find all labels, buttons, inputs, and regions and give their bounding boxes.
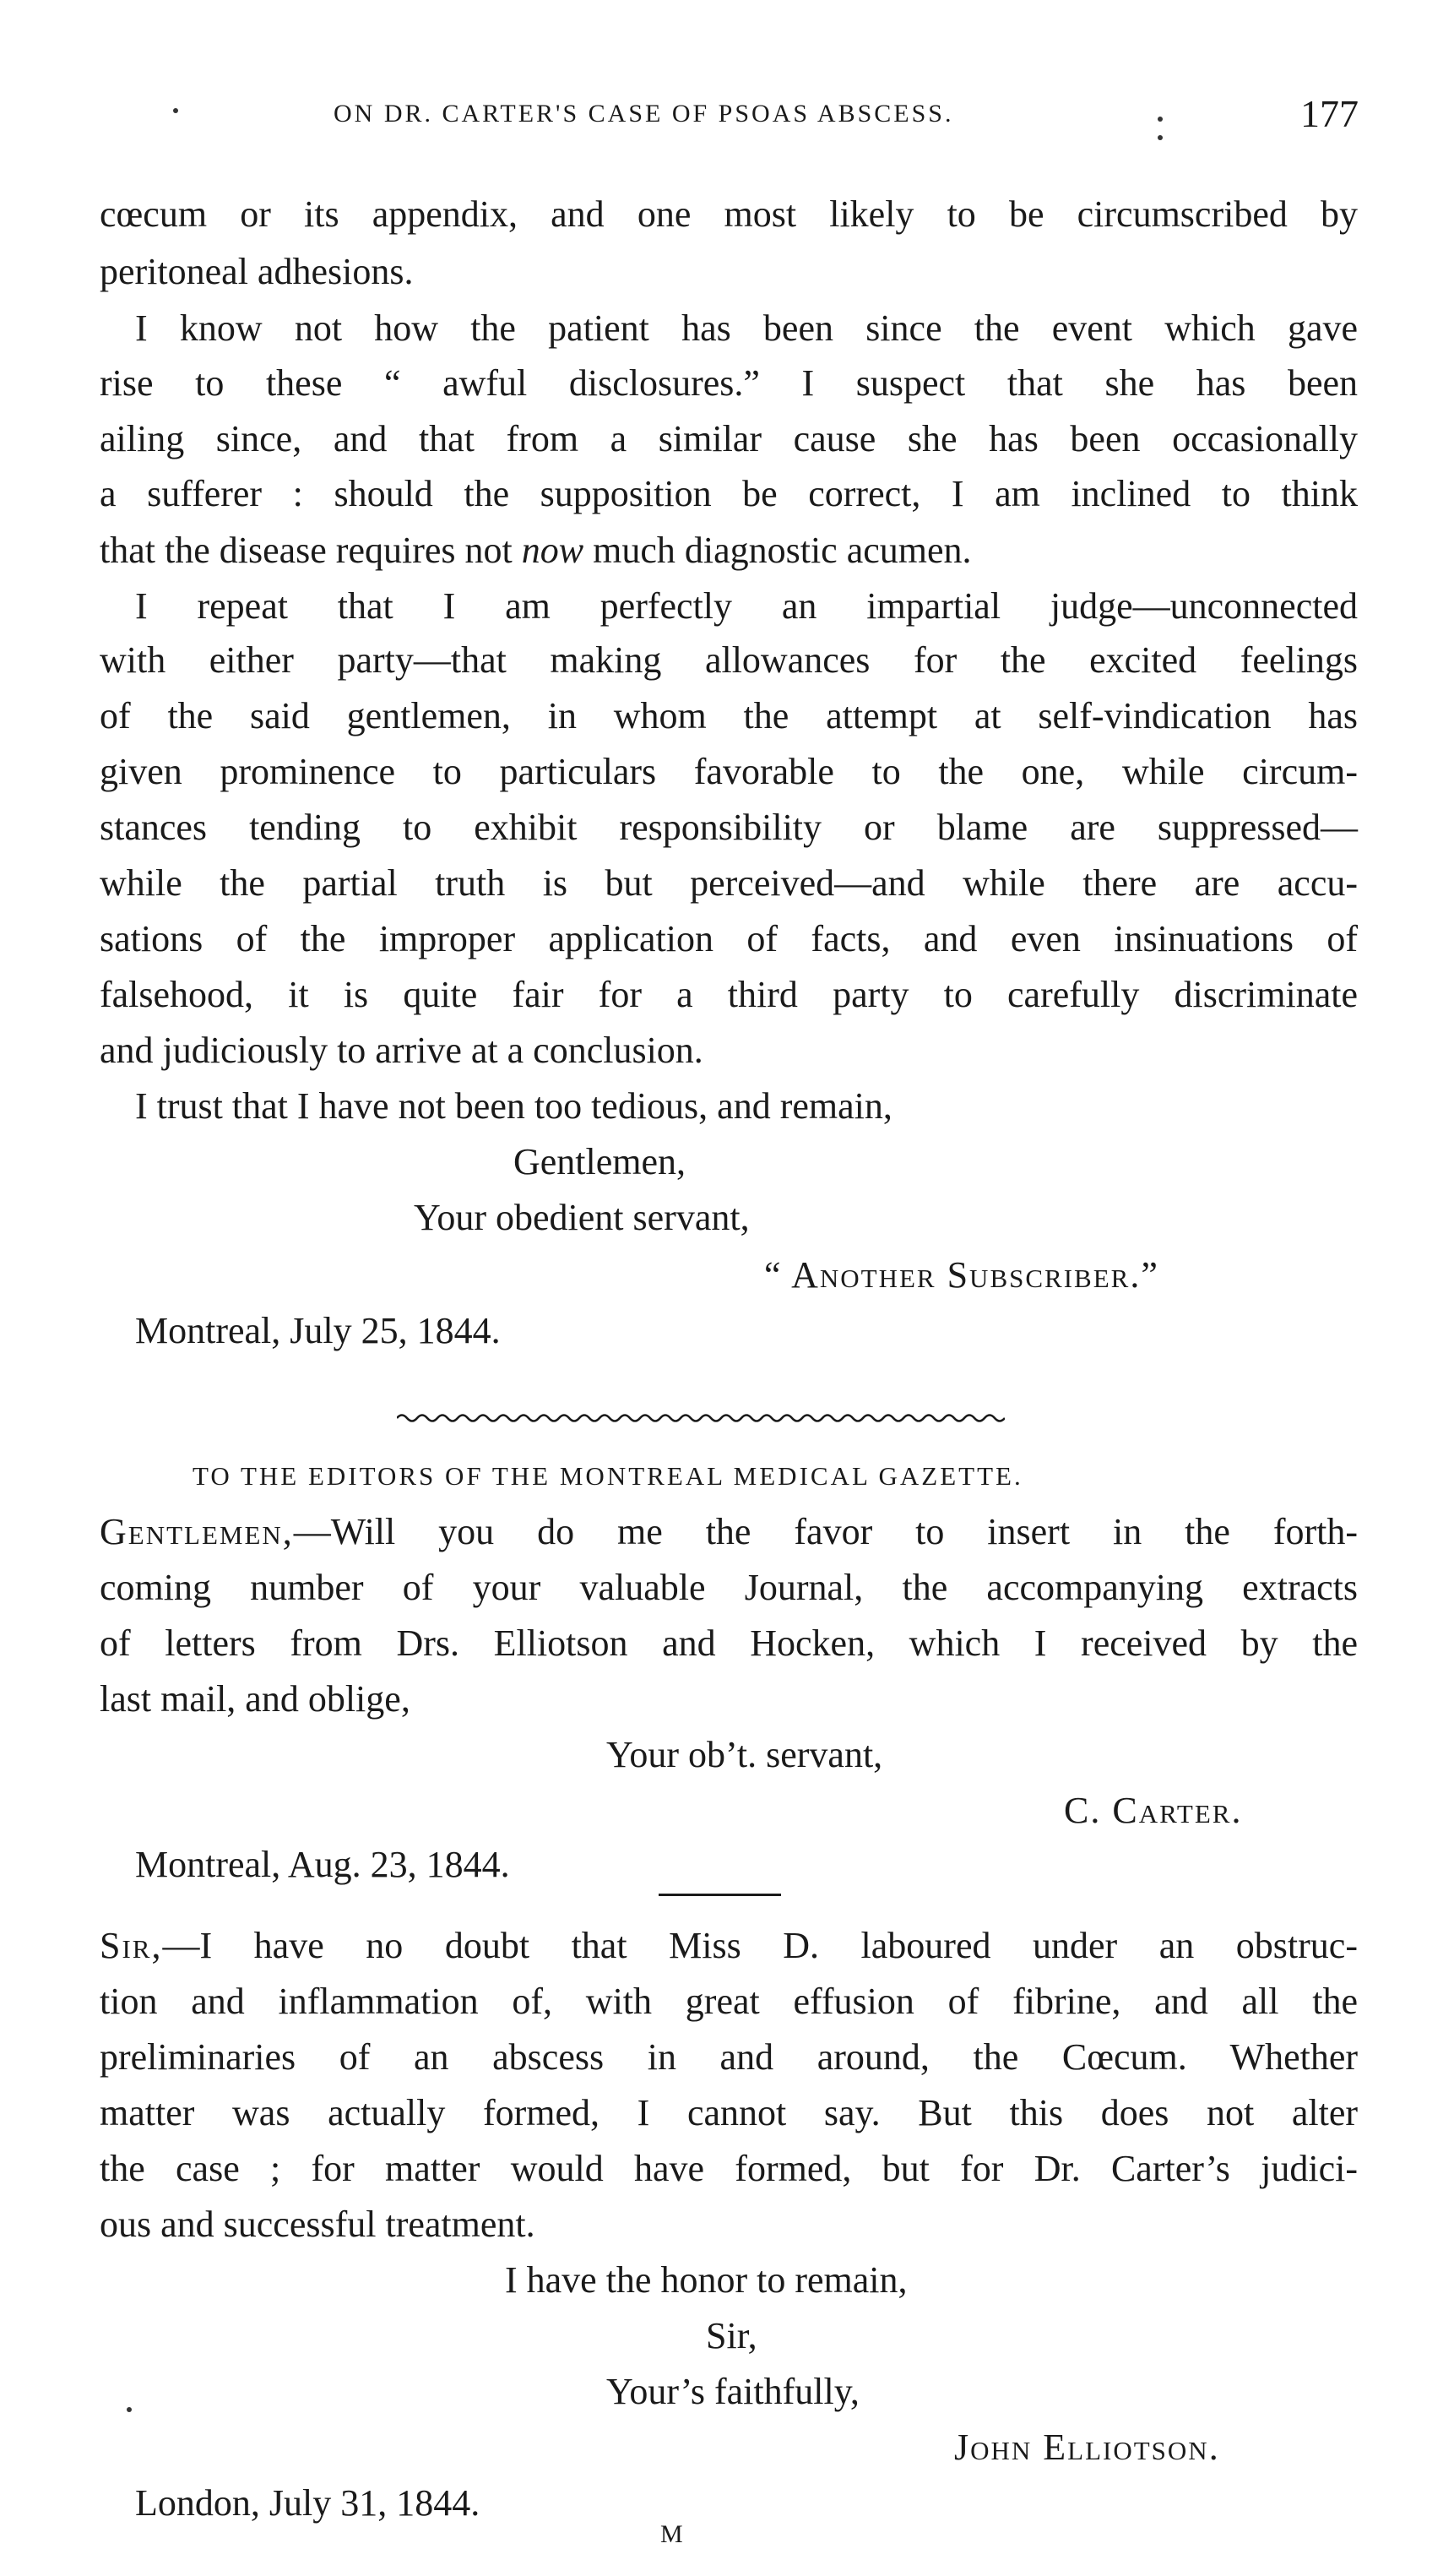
text-line: ailing since, and that from a similar cause she has been occasionally xyxy=(100,418,1358,459)
text-line: rise to these “ awful disclosures.” I suspect that she has been xyxy=(100,362,1358,404)
text-line: cœcum or its appendix, and one most likely to be circumscribed by xyxy=(100,193,1358,235)
print-speck xyxy=(1158,135,1163,140)
text-line: stances tending to exhibit responsibility or blame are suppressed— xyxy=(100,807,1358,848)
short-rule-separator xyxy=(659,1894,781,1896)
text-line xyxy=(100,524,972,578)
text-line: last mail, and oblige, xyxy=(100,1678,410,1720)
closing-line: Your obedient servant, xyxy=(414,1197,750,1238)
text-line: matter was actually formed, I cannot say. But this does not alter xyxy=(100,2092,1358,2133)
text-line: tion and inflammation of, with great effusion of fibrine, and all the xyxy=(100,1981,1358,2022)
dateline: Montreal, July 25, 1844. xyxy=(135,1310,501,1351)
text-line: falsehood, it is quite fair for a third party to carefully discriminate xyxy=(100,974,1358,1015)
print-speck xyxy=(127,2407,132,2412)
emphasis-text: now xyxy=(521,530,584,571)
text-line: ous and successful treatment. xyxy=(100,2204,535,2245)
signature: “ Another Subscriber.” xyxy=(764,1254,1159,1296)
signature: C. Carter. xyxy=(1064,1790,1243,1831)
text-line: peritoneal adhesions. xyxy=(100,251,414,292)
salutation: Sir, xyxy=(100,1925,163,1966)
text-line: while the partial truth is but perceived—and while there are accu- xyxy=(100,862,1358,904)
text-line: given prominence to particulars favorable to the one, while circum- xyxy=(100,751,1358,792)
signature: John Elliotson. xyxy=(954,2427,1220,2468)
text-line: of the said gentlemen, in whom the attempt at self-vindication has xyxy=(100,695,1358,736)
text-segment: —Will you do me the favor to insert in the forth- xyxy=(293,1511,1358,1552)
text-segment: —I have no doubt that Miss D. laboured under an obstruc- xyxy=(162,1925,1358,1966)
dateline: Montreal, Aug. 23, 1844. xyxy=(135,1844,510,1885)
text-line: sations of the improper application of facts, and even insinuations of xyxy=(100,918,1358,959)
running-header: ON DR. CARTER'S CASE OF PSOAS ABSCESS. xyxy=(334,100,954,128)
text-line: a sufferer : should the supposition be correct, I am inclined to think xyxy=(100,473,1358,514)
text-line xyxy=(100,1919,1358,1973)
text-line: of letters from Drs. Elliotson and Hocken, which I received by the xyxy=(100,1622,1358,1664)
text-line: I know not how the patient has been since the event which gave xyxy=(135,307,1358,349)
text-segment: that the disease requires not xyxy=(100,530,522,571)
signature-mark: M xyxy=(660,2520,683,2548)
letter-heading: TO THE EDITORS OF THE MONTREAL MEDICAL GAZETTE. xyxy=(193,1461,1023,1491)
text-line: with either party—that making allowances for the excited feelings xyxy=(100,639,1358,681)
print-speck xyxy=(173,108,178,113)
closing-line: Sir, xyxy=(706,2315,757,2356)
text-line: coming number of your valuable Journal, the accompanying extracts xyxy=(100,1567,1358,1608)
closing-line: Your’s faithfully, xyxy=(606,2371,860,2412)
page-number: 177 xyxy=(1300,92,1359,135)
text-segment: much diagnostic acumen. xyxy=(583,530,972,571)
closing-line: Your ob’t. servant, xyxy=(606,1734,883,1775)
text-line: I trust that I have not been too tedious, and remain, xyxy=(135,1085,892,1127)
closing-salutation: Gentlemen, xyxy=(513,1141,686,1182)
text-line: I repeat that I am perfectly an impartial judge—unconnected xyxy=(135,585,1358,627)
text-line: and judiciously to arrive at a conclusion. xyxy=(100,1030,703,1071)
text-line: preliminaries of an abscess in and around, the Cœcum. Whether xyxy=(100,2036,1358,2078)
salutation: Gentlemen, xyxy=(100,1511,294,1552)
dateline: London, July 31, 1844. xyxy=(135,2482,480,2524)
wavy-rule-separator xyxy=(397,1412,1005,1424)
print-speck xyxy=(1158,117,1163,122)
text-line xyxy=(100,1505,1358,1559)
closing-line: I have the honor to remain, xyxy=(505,2259,908,2301)
text-line: the case ; for matter would have formed, but for Dr. Carter’s judici- xyxy=(100,2148,1358,2189)
